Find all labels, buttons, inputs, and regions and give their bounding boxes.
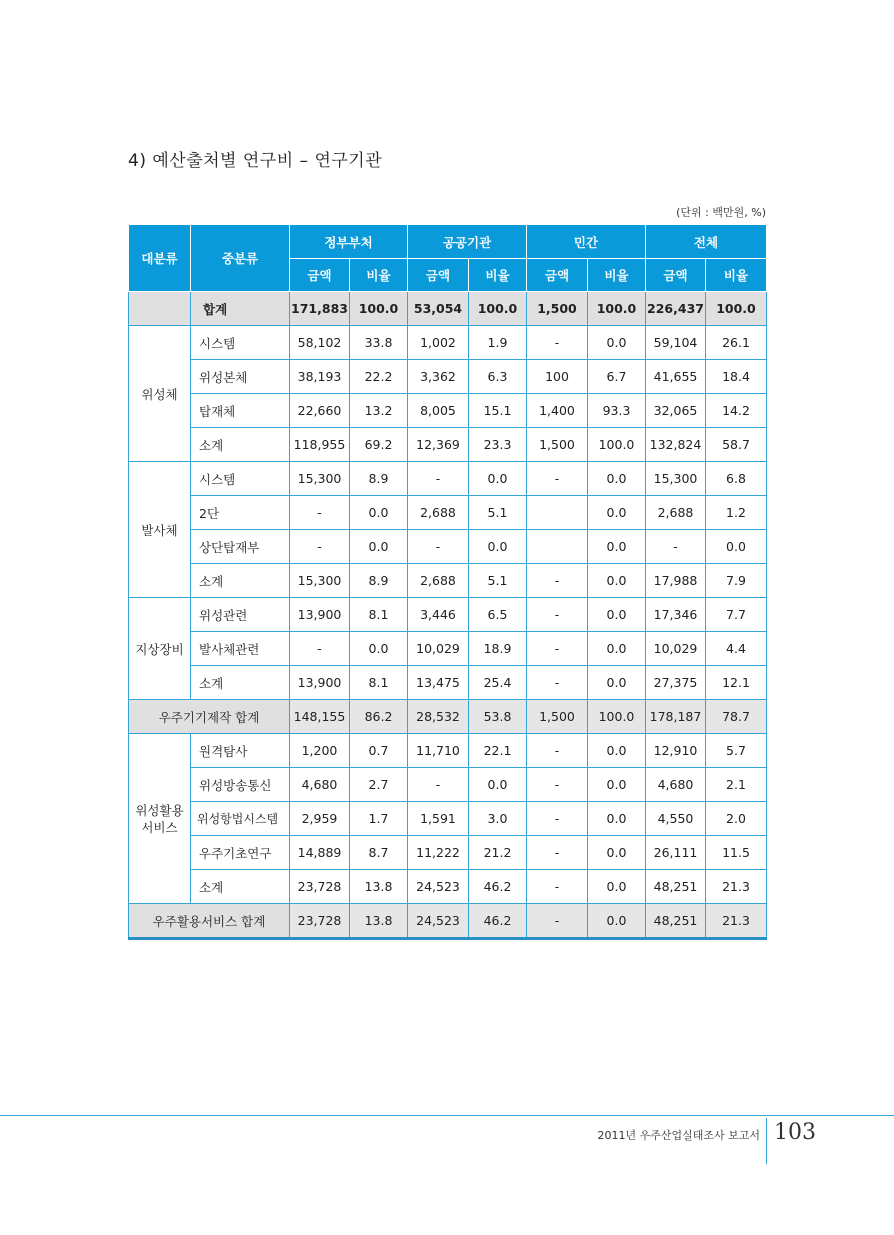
table-cell: 48,251 [646,870,706,904]
table-cell: 1,500 [527,700,588,734]
total-row [129,292,767,326]
footer-divider [0,1115,894,1116]
table-cell: 0.0 [588,904,646,939]
table-row [129,394,767,428]
table-cell: 0.0 [588,836,646,870]
subtotal-row-services [129,904,767,939]
table-cell: 32,065 [646,394,706,428]
table-cell: 0.0 [588,530,646,564]
table-cell: 178,187 [646,700,706,734]
table-cell: 0.0 [469,768,527,802]
table-cell: 58,102 [290,326,350,360]
row-label: 우주기초연구 [191,836,290,870]
table-cell: 100.0 [469,292,527,326]
table-cell: 0.0 [588,598,646,632]
row-label: 소계 [191,870,290,904]
table-cell: 100 [527,360,588,394]
table-cell: 38,193 [290,360,350,394]
table-cell: 148,155 [290,700,350,734]
col-header-amount: 금액 [527,259,588,292]
table-cell: 6.5 [469,598,527,632]
table-cell: - [527,904,588,939]
section-title: 4) 예산출처별 연구비 – 연구기관 [128,151,383,171]
table-cell: 0.0 [588,666,646,700]
table-row [129,326,767,360]
table-cell: 100.0 [588,428,646,462]
table-cell: 0.0 [588,632,646,666]
table-cell: 18.9 [469,632,527,666]
table-cell: 11.5 [706,836,767,870]
col-header-amount: 금액 [646,259,706,292]
table-cell: 0.0 [588,802,646,836]
table-cell: 93.3 [588,394,646,428]
table-cell: 13,900 [290,598,350,632]
col-header-private: 민간 [527,225,646,259]
col-header-government: 정부부처 [290,225,408,259]
col-header-ratio: 비율 [469,259,527,292]
table-cell: 41,655 [646,360,706,394]
total-row-spacer [129,292,191,326]
table-cell: 100.0 [706,292,767,326]
table-cell [527,530,588,564]
table-cell: 0.0 [588,768,646,802]
table-cell: 69.2 [350,428,408,462]
col-header-ratio: 비율 [588,259,646,292]
table-cell: 78.7 [706,700,767,734]
group-label-ground-equipment: 지상장비 [129,598,191,700]
col-header-total: 전체 [646,225,767,259]
col-header-public: 공공기관 [408,225,527,259]
table-cell: - [646,530,706,564]
table-cell: - [527,462,588,496]
page-number: 103 [774,1120,816,1145]
table-cell: 100.0 [350,292,408,326]
table-cell: 6.3 [469,360,527,394]
table-cell: 26,111 [646,836,706,870]
table-cell: 2,688 [408,496,469,530]
table-cell: 14,889 [290,836,350,870]
table-cell: 17,988 [646,564,706,598]
col-header-minor: 중분류 [191,225,290,292]
table-row [129,768,767,802]
table-cell: 4,680 [290,768,350,802]
research-budget-table [128,224,767,940]
table-cell: 1.2 [706,496,767,530]
table-cell: 132,824 [646,428,706,462]
table-cell: 13,475 [408,666,469,700]
table-row [129,360,767,394]
group-label-satellite: 위성체 [129,326,191,462]
table-row [129,734,767,768]
row-label: 2단 [191,496,290,530]
table-cell: 8.1 [350,598,408,632]
table-cell: 33.8 [350,326,408,360]
table-cell: 11,222 [408,836,469,870]
table-cell: 4,550 [646,802,706,836]
table-cell: 4,680 [646,768,706,802]
row-label: 시스템 [191,326,290,360]
table-cell: 1.9 [469,326,527,360]
table-cell: 0.0 [588,734,646,768]
table-cell: 3.0 [469,802,527,836]
table-cell: 1,500 [527,292,588,326]
table-cell: 0.0 [588,870,646,904]
table-cell: 12.1 [706,666,767,700]
table-cell: - [408,768,469,802]
table-row [129,836,767,870]
row-label: 위성방송통신 [191,768,290,802]
table-cell: 21.2 [469,836,527,870]
table-cell: 18.4 [706,360,767,394]
table-row [129,428,767,462]
table-row [129,462,767,496]
table-cell: 13.8 [350,904,408,939]
table-cell: - [290,530,350,564]
table-cell: 2.0 [706,802,767,836]
table-cell: 100.0 [588,292,646,326]
table-cell: - [527,734,588,768]
table-row [129,870,767,904]
table-cell: 46.2 [469,904,527,939]
table-cell: - [527,802,588,836]
subtotal-label: 우주기기제작 합계 [129,700,290,734]
table-cell: 12,369 [408,428,469,462]
table-cell: 2,688 [646,496,706,530]
row-label: 상단탑재부 [191,530,290,564]
table-cell: 23.3 [469,428,527,462]
table-cell: 1,591 [408,802,469,836]
table-cell: 22.1 [469,734,527,768]
table-cell: 1,200 [290,734,350,768]
table-cell: 22.2 [350,360,408,394]
header-row-1 [129,225,767,259]
table-cell: 86.2 [350,700,408,734]
row-label: 발사체관련 [191,632,290,666]
row-label: 탑재체 [191,394,290,428]
table-row [129,496,767,530]
table-cell: 10,029 [646,632,706,666]
table-cell: 21.3 [706,870,767,904]
table-cell: 24,523 [408,870,469,904]
table-cell: - [527,632,588,666]
footer-report-title: 2011년 우주산업실태조사 보고서 [597,1129,760,1142]
table-cell: 25.4 [469,666,527,700]
group-label-launcher: 발사체 [129,462,191,598]
footer-vertical-divider [766,1118,767,1164]
subtotal-label: 우주활용서비스 합계 [129,904,290,939]
table-row [129,530,767,564]
table-cell: 13,900 [290,666,350,700]
table-cell: 22,660 [290,394,350,428]
table-cell: 0.0 [469,462,527,496]
row-label: 소계 [191,428,290,462]
table-row [129,632,767,666]
table-cell: 226,437 [646,292,706,326]
col-header-ratio: 비율 [706,259,767,292]
table-cell: - [527,836,588,870]
table-cell: 118,955 [290,428,350,462]
table-cell: 2,688 [408,564,469,598]
table-cell: 14.2 [706,394,767,428]
table-cell: 21.3 [706,904,767,939]
table-cell: 13.8 [350,870,408,904]
table-cell: 59,104 [646,326,706,360]
table-cell: - [290,496,350,530]
table-cell: 13.2 [350,394,408,428]
table-cell: 0.7 [350,734,408,768]
table-cell: 15,300 [646,462,706,496]
table-cell: 1,500 [527,428,588,462]
table-cell: 17,346 [646,598,706,632]
table-cell: 12,910 [646,734,706,768]
row-label: 위성관련 [191,598,290,632]
table-cell [527,496,588,530]
row-label: 위성본체 [191,360,290,394]
table-cell: 0.0 [588,496,646,530]
table-cell: 5.1 [469,496,527,530]
table-cell: 0.0 [350,496,408,530]
row-label: 원격탐사 [191,734,290,768]
table-cell: 27,375 [646,666,706,700]
table-cell: - [408,530,469,564]
table-cell: 28,532 [408,700,469,734]
table-cell: 8.9 [350,564,408,598]
table-cell: 6.8 [706,462,767,496]
col-header-amount: 금액 [408,259,469,292]
table-cell: 7.7 [706,598,767,632]
table-cell: 0.0 [469,530,527,564]
table-cell: 1,002 [408,326,469,360]
table-cell: 5.7 [706,734,767,768]
table-cell: 100.0 [588,700,646,734]
table-cell: 11,710 [408,734,469,768]
table-cell: 15,300 [290,462,350,496]
col-header-amount: 금액 [290,259,350,292]
table-cell: 2.1 [706,768,767,802]
table-cell: 0.0 [588,462,646,496]
table-cell: 0.0 [588,326,646,360]
table-cell: 15,300 [290,564,350,598]
table-row [129,564,767,598]
table-cell: 171,883 [290,292,350,326]
table-cell: 23,728 [290,870,350,904]
table-cell: - [527,598,588,632]
unit-note: (단위 : 백만원, %) [676,206,766,219]
table-cell: 15.1 [469,394,527,428]
table-cell: - [408,462,469,496]
table-cell: 1,400 [527,394,588,428]
table-cell: 3,362 [408,360,469,394]
table-cell: 10,029 [408,632,469,666]
table-cell: 48,251 [646,904,706,939]
table-row [129,802,767,836]
col-header-major: 대분류 [129,225,191,292]
group-label-line2: 서비스 [141,819,178,835]
col-header-ratio: 비율 [350,259,408,292]
table-cell: 6.7 [588,360,646,394]
table-cell: 24,523 [408,904,469,939]
table-cell: 3,446 [408,598,469,632]
table-cell: - [290,632,350,666]
table-cell: 58.7 [706,428,767,462]
table-cell: 8.1 [350,666,408,700]
table-cell: 7.9 [706,564,767,598]
row-label: 소계 [191,564,290,598]
row-label: 소계 [191,666,290,700]
table-cell: - [527,666,588,700]
subtotal-row-manufacturing [129,700,767,734]
table-cell: 1.7 [350,802,408,836]
table-row [129,598,767,632]
table-cell: - [527,564,588,598]
table-cell: 0.0 [706,530,767,564]
total-label: 합계 [191,292,290,326]
table-cell: - [527,768,588,802]
table-cell: 23,728 [290,904,350,939]
group-label-line1: 위성활용 [135,802,184,818]
table-cell: 0.0 [350,632,408,666]
table-cell: 8.7 [350,836,408,870]
table-cell: 2,959 [290,802,350,836]
table-cell: 5.1 [469,564,527,598]
table-cell: 0.0 [350,530,408,564]
table-cell: 0.0 [588,564,646,598]
table-cell: 53,054 [408,292,469,326]
table-cell: 53.8 [469,700,527,734]
row-label: 시스템 [191,462,290,496]
table-cell: 8.9 [350,462,408,496]
table-cell: 4.4 [706,632,767,666]
table-cell: 2.7 [350,768,408,802]
row-label: 위성항법시스템 [191,802,290,836]
table-row [129,666,767,700]
table-cell: - [527,326,588,360]
table-cell: 8,005 [408,394,469,428]
group-label-satellite-services [129,734,191,904]
table-cell: - [527,870,588,904]
table-cell: 26.1 [706,326,767,360]
table-cell: 46.2 [469,870,527,904]
